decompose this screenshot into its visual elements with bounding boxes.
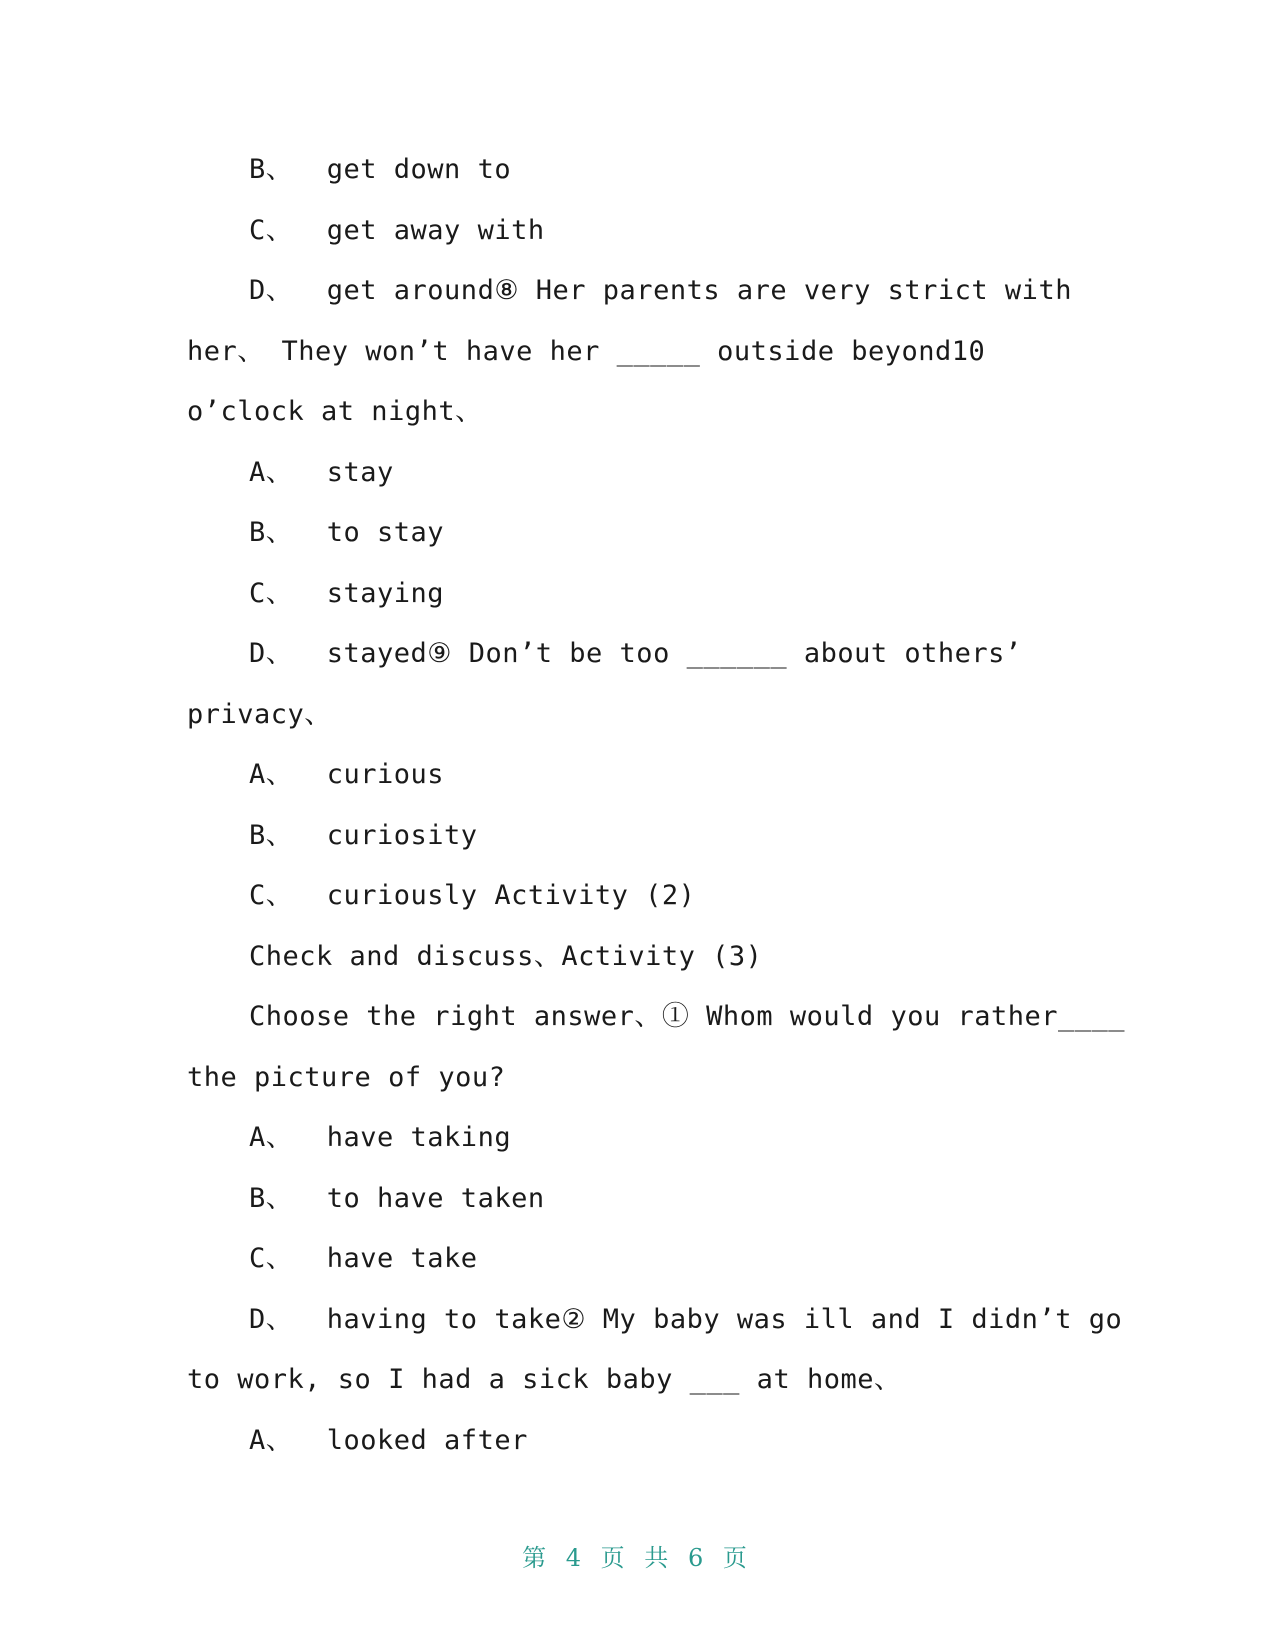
text-line: A、 have taking [249,1122,512,1153]
page-body [187,140,1126,1471]
text-line: Check and discuss、Activity (3) [249,940,763,972]
text-line: B、 to stay [249,517,445,548]
text-line: her、 They won’t have her _____ outside beyond10 [187,335,986,367]
text-line: A、 stay [249,456,394,488]
text-line: C、 have take [249,1243,478,1274]
text-line: B、 curiosity [249,819,478,851]
text-line: C、 get away with [249,214,545,246]
page-number-footer: 第 4 页 共 6 页 [522,1544,753,1572]
text-line: the picture of you? [187,1061,506,1093]
text-line: A、 looked after [249,1424,528,1456]
text-line: D、 stayed⑨ Don’t be too ______ about others’ [249,638,1022,669]
text-line: C、 staying [249,577,445,609]
text-line: privacy、 [187,698,332,730]
text-line: A、 curious [249,759,445,790]
text-line: D、 get around⑧ Her parents are very strict with [249,275,1072,306]
text-line: B、 get down to [249,154,512,185]
text-line: o’clock at night、 [187,396,483,427]
text-line: to work, so I had a sick baby ___ at home、 [187,1364,902,1395]
text-line: Choose the right answer、① Whom would you rather____ [249,1001,1126,1032]
text-line: B、 to have taken [249,1182,545,1214]
text-line: C、 curiously Activity (2) [249,880,696,911]
text-line: D、 having to take② My baby was ill and I didn’t go [249,1303,1123,1335]
